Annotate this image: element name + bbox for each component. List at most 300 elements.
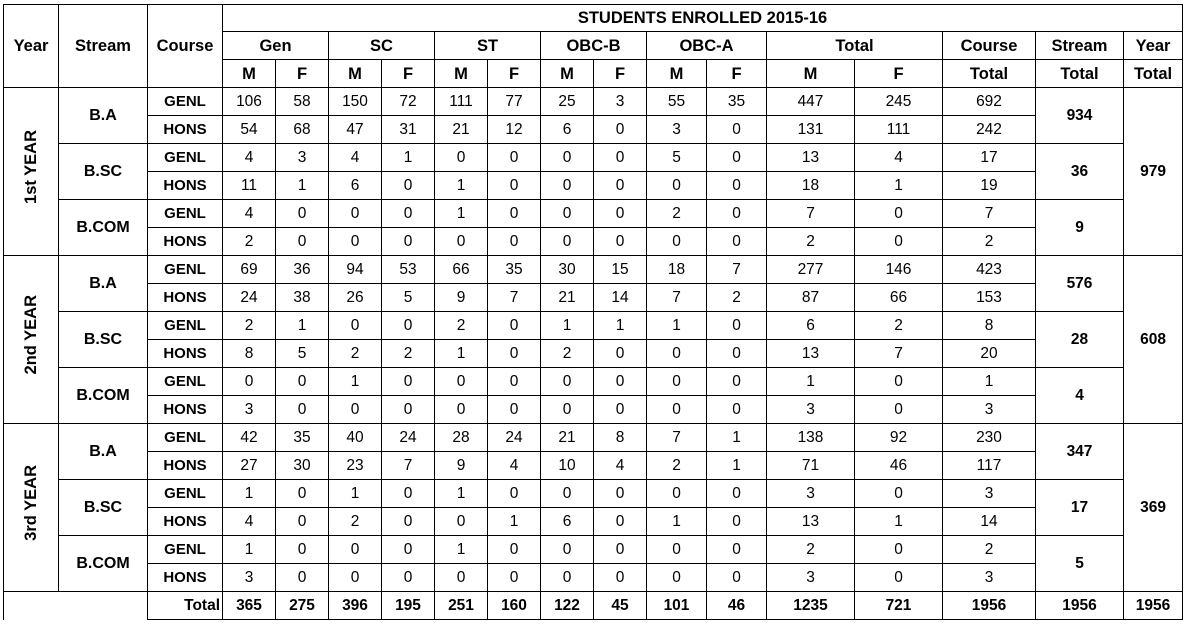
course-total-header-bottom: Total (943, 60, 1036, 88)
course-total-cell: 2 (943, 536, 1036, 564)
course-total-cell: 20 (943, 340, 1036, 368)
value-cell: 0 (329, 312, 382, 340)
value-cell: 68 (276, 116, 329, 144)
value-cell: 13 (767, 508, 855, 536)
value-cell: 13 (767, 340, 855, 368)
value-cell: 28 (435, 424, 488, 452)
value-cell: 2 (223, 312, 276, 340)
value-cell: 1 (707, 452, 767, 480)
course-name: HONS (148, 228, 223, 256)
course-name: GENL (148, 144, 223, 172)
table-row (4, 228, 1183, 256)
year-total-cell: 369 (1124, 424, 1183, 592)
stream-total-cell: 934 (1036, 88, 1124, 144)
value-cell: 0 (594, 396, 647, 424)
grand-total-value: 365 (223, 592, 276, 620)
year-label: 1st YEAR (22, 130, 40, 204)
stream-total-header-top: Stream (1036, 32, 1124, 60)
value-cell: 4 (223, 144, 276, 172)
value-cell: 92 (855, 424, 943, 452)
value-cell: 0 (435, 228, 488, 256)
value-cell: 138 (767, 424, 855, 452)
value-cell: 0 (855, 536, 943, 564)
course-total-cell: 3 (943, 396, 1036, 424)
year-total-header-bottom: Total (1124, 60, 1183, 88)
value-cell: 5 (276, 340, 329, 368)
value-cell: 4 (329, 144, 382, 172)
grand-total-value: 160 (488, 592, 541, 620)
value-cell: 277 (767, 256, 855, 284)
value-cell: 0 (647, 340, 707, 368)
value-cell: 30 (541, 256, 594, 284)
value-cell: 36 (276, 256, 329, 284)
value-cell: 150 (329, 88, 382, 116)
gender-header-f-1: F (382, 60, 435, 88)
value-cell: 5 (382, 284, 435, 312)
value-cell: 106 (223, 88, 276, 116)
course-name: HONS (148, 116, 223, 144)
value-cell: 0 (488, 228, 541, 256)
group-header-st: ST (435, 32, 541, 60)
value-cell: 8 (223, 340, 276, 368)
value-cell: 0 (647, 368, 707, 396)
value-cell: 0 (382, 172, 435, 200)
value-cell: 0 (594, 480, 647, 508)
value-cell: 6 (767, 312, 855, 340)
table-body (4, 88, 1183, 592)
value-cell: 1 (707, 424, 767, 452)
stream-total-cell: 4 (1036, 368, 1124, 424)
course-total-cell: 117 (943, 452, 1036, 480)
value-cell: 3 (223, 564, 276, 592)
value-cell: 47 (329, 116, 382, 144)
stream-name: B.A (59, 88, 148, 144)
value-cell: 111 (855, 116, 943, 144)
value-cell: 24 (488, 424, 541, 452)
value-cell: 40 (329, 424, 382, 452)
value-cell: 0 (488, 312, 541, 340)
value-cell: 0 (329, 396, 382, 424)
value-cell: 0 (707, 536, 767, 564)
grand-total-value: 45 (594, 592, 647, 620)
value-cell: 7 (647, 284, 707, 312)
course-total-cell: 3 (943, 480, 1036, 508)
value-cell: 1 (647, 312, 707, 340)
value-cell: 4 (488, 452, 541, 480)
value-cell: 0 (707, 396, 767, 424)
stream-total-cell: 36 (1036, 144, 1124, 200)
course-header: Course (148, 5, 223, 88)
value-cell: 0 (647, 480, 707, 508)
value-cell: 1 (541, 312, 594, 340)
value-cell: 54 (223, 116, 276, 144)
course-name: HONS (148, 172, 223, 200)
course-name: HONS (148, 396, 223, 424)
value-cell: 1 (435, 480, 488, 508)
table-row (4, 396, 1183, 424)
value-cell: 0 (276, 536, 329, 564)
course-name: GENL (148, 256, 223, 284)
value-cell: 0 (488, 564, 541, 592)
value-cell: 7 (488, 284, 541, 312)
value-cell: 0 (855, 564, 943, 592)
value-cell: 72 (382, 88, 435, 116)
value-cell: 9 (435, 284, 488, 312)
grand-course-total: 1956 (943, 592, 1036, 620)
value-cell: 18 (767, 172, 855, 200)
course-name: GENL (148, 312, 223, 340)
course-total-cell: 692 (943, 88, 1036, 116)
value-cell: 7 (647, 424, 707, 452)
value-cell: 0 (855, 368, 943, 396)
group-header-obc-b: OBC-B (541, 32, 647, 60)
value-cell: 0 (855, 200, 943, 228)
value-cell: 12 (488, 116, 541, 144)
table-row (4, 424, 1183, 452)
value-cell: 0 (594, 116, 647, 144)
grand-total-value: 101 (647, 592, 707, 620)
gender-header-f-3: F (594, 60, 647, 88)
value-cell: 2 (647, 200, 707, 228)
year-total-cell: 979 (1124, 88, 1183, 256)
table-title: STUDENTS ENROLLED 2015-16 (223, 5, 1183, 32)
value-cell: 0 (329, 564, 382, 592)
value-cell: 6 (329, 172, 382, 200)
value-cell: 3 (767, 480, 855, 508)
value-cell: 0 (276, 368, 329, 396)
value-cell: 0 (276, 508, 329, 536)
value-cell: 0 (541, 396, 594, 424)
value-cell: 0 (647, 228, 707, 256)
grand-total-value: 1235 (767, 592, 855, 620)
value-cell: 53 (382, 256, 435, 284)
stream-header: Stream (59, 5, 148, 88)
value-cell: 0 (382, 564, 435, 592)
value-cell: 0 (541, 144, 594, 172)
course-total-cell: 2 (943, 228, 1036, 256)
value-cell: 0 (541, 172, 594, 200)
course-total-header-top: Course (943, 32, 1036, 60)
value-cell: 87 (767, 284, 855, 312)
value-cell: 1 (276, 312, 329, 340)
value-cell: 1 (329, 368, 382, 396)
value-cell: 146 (855, 256, 943, 284)
course-total-cell: 8 (943, 312, 1036, 340)
value-cell: 0 (647, 536, 707, 564)
value-cell: 0 (435, 144, 488, 172)
grand-total-value: 46 (707, 592, 767, 620)
value-cell: 71 (767, 452, 855, 480)
course-total-cell: 230 (943, 424, 1036, 452)
value-cell: 7 (767, 200, 855, 228)
grand-total-value: 122 (541, 592, 594, 620)
value-cell: 3 (767, 396, 855, 424)
value-cell: 35 (707, 88, 767, 116)
value-cell: 0 (541, 200, 594, 228)
value-cell: 6 (541, 508, 594, 536)
course-total-cell: 1 (943, 368, 1036, 396)
value-cell: 3 (276, 144, 329, 172)
course-name: HONS (148, 564, 223, 592)
course-total-cell: 19 (943, 172, 1036, 200)
stream-total-header-bottom: Total (1036, 60, 1124, 88)
value-cell: 0 (707, 312, 767, 340)
value-cell: 31 (382, 116, 435, 144)
value-cell: 1 (223, 480, 276, 508)
stream-name: B.COM (59, 368, 148, 424)
value-cell: 0 (488, 368, 541, 396)
value-cell: 0 (276, 480, 329, 508)
value-cell: 1 (435, 200, 488, 228)
value-cell: 0 (594, 144, 647, 172)
course-total-cell: 3 (943, 564, 1036, 592)
enrollment-table-wrapper (3, 4, 1183, 620)
table-row (4, 116, 1183, 144)
value-cell: 11 (223, 172, 276, 200)
course-name: HONS (148, 508, 223, 536)
enrollment-table (3, 4, 1183, 620)
year-label-cell (4, 424, 59, 592)
value-cell: 21 (435, 116, 488, 144)
table-row (4, 312, 1183, 340)
value-cell: 1 (223, 536, 276, 564)
value-cell: 0 (276, 396, 329, 424)
value-cell: 14 (594, 284, 647, 312)
value-cell: 0 (382, 228, 435, 256)
course-total-cell: 14 (943, 508, 1036, 536)
table-row (4, 256, 1183, 284)
table-row (4, 172, 1183, 200)
value-cell: 1 (855, 172, 943, 200)
value-cell: 0 (541, 368, 594, 396)
gender-header-f-2: F (488, 60, 541, 88)
course-name: GENL (148, 536, 223, 564)
value-cell: 245 (855, 88, 943, 116)
value-cell: 2 (435, 312, 488, 340)
value-cell: 0 (594, 340, 647, 368)
group-header-total: Total (767, 32, 943, 60)
course-name: HONS (148, 452, 223, 480)
grand-total-value: 251 (435, 592, 488, 620)
value-cell: 0 (488, 340, 541, 368)
value-cell: 8 (594, 424, 647, 452)
gender-header-m-2: M (435, 60, 488, 88)
value-cell: 9 (435, 452, 488, 480)
grand-total-value: 275 (276, 592, 329, 620)
value-cell: 1 (647, 508, 707, 536)
gender-header-f-0: F (276, 60, 329, 88)
value-cell: 0 (707, 228, 767, 256)
value-cell: 7 (707, 256, 767, 284)
value-cell: 0 (594, 228, 647, 256)
value-cell: 111 (435, 88, 488, 116)
table-row (4, 340, 1183, 368)
value-cell: 0 (541, 480, 594, 508)
value-cell: 1 (594, 312, 647, 340)
value-cell: 6 (541, 116, 594, 144)
table-row (4, 452, 1183, 480)
gender-header-m-1: M (329, 60, 382, 88)
stream-name: B.A (59, 424, 148, 480)
value-cell: 0 (855, 396, 943, 424)
value-cell: 0 (594, 368, 647, 396)
value-cell: 7 (855, 340, 943, 368)
value-cell: 66 (435, 256, 488, 284)
year-total-header-top: Year (1124, 32, 1183, 60)
group-header-obc-a: OBC-A (647, 32, 767, 60)
value-cell: 0 (382, 480, 435, 508)
value-cell: 23 (329, 452, 382, 480)
value-cell: 3 (223, 396, 276, 424)
value-cell: 0 (707, 172, 767, 200)
course-name: GENL (148, 424, 223, 452)
course-total-cell: 153 (943, 284, 1036, 312)
value-cell: 10 (541, 452, 594, 480)
group-header-sc: SC (329, 32, 435, 60)
value-cell: 38 (276, 284, 329, 312)
value-cell: 0 (276, 228, 329, 256)
value-cell: 77 (488, 88, 541, 116)
value-cell: 0 (594, 508, 647, 536)
stream-total-cell: 576 (1036, 256, 1124, 312)
value-cell: 35 (276, 424, 329, 452)
value-cell: 0 (382, 536, 435, 564)
value-cell: 0 (382, 508, 435, 536)
value-cell: 21 (541, 424, 594, 452)
stream-total-cell: 17 (1036, 480, 1124, 536)
value-cell: 0 (488, 172, 541, 200)
value-cell: 0 (435, 508, 488, 536)
grand-year-total: 1956 (1124, 592, 1183, 620)
value-cell: 0 (541, 228, 594, 256)
value-cell: 66 (855, 284, 943, 312)
value-cell: 55 (647, 88, 707, 116)
value-cell: 2 (329, 340, 382, 368)
value-cell: 69 (223, 256, 276, 284)
value-cell: 0 (382, 312, 435, 340)
table-row (4, 200, 1183, 228)
table-row (4, 480, 1183, 508)
header-row-1 (4, 5, 1183, 32)
year-label-cell (4, 88, 59, 256)
value-cell: 0 (329, 200, 382, 228)
value-cell: 0 (707, 480, 767, 508)
value-cell: 3 (647, 116, 707, 144)
stream-name: B.SC (59, 312, 148, 368)
value-cell: 21 (541, 284, 594, 312)
value-cell: 0 (488, 480, 541, 508)
value-cell: 42 (223, 424, 276, 452)
value-cell: 0 (855, 480, 943, 508)
value-cell: 0 (707, 564, 767, 592)
value-cell: 0 (276, 564, 329, 592)
course-total-cell: 423 (943, 256, 1036, 284)
value-cell: 18 (647, 256, 707, 284)
stream-name: B.A (59, 256, 148, 312)
course-name: HONS (148, 284, 223, 312)
value-cell: 0 (541, 536, 594, 564)
value-cell: 131 (767, 116, 855, 144)
value-cell: 0 (488, 200, 541, 228)
value-cell: 46 (855, 452, 943, 480)
course-name: HONS (148, 340, 223, 368)
value-cell: 0 (276, 200, 329, 228)
value-cell: 0 (707, 508, 767, 536)
value-cell: 2 (329, 508, 382, 536)
gender-header-f-4: F (707, 60, 767, 88)
value-cell: 1 (488, 508, 541, 536)
value-cell: 2 (382, 340, 435, 368)
gender-header-m-5: M (767, 60, 855, 88)
gender-header-m-4: M (647, 60, 707, 88)
value-cell: 3 (767, 564, 855, 592)
value-cell: 1 (382, 144, 435, 172)
value-cell: 0 (707, 144, 767, 172)
value-cell: 24 (382, 424, 435, 452)
value-cell: 0 (488, 144, 541, 172)
value-cell: 15 (594, 256, 647, 284)
table-row (4, 88, 1183, 116)
value-cell: 1 (435, 172, 488, 200)
stream-total-cell: 5 (1036, 536, 1124, 592)
grand-total-label: Total (148, 592, 223, 620)
value-cell: 2 (767, 228, 855, 256)
grand-total-value: 396 (329, 592, 382, 620)
table-row (4, 368, 1183, 396)
value-cell: 4 (594, 452, 647, 480)
gender-header-f-5: F (855, 60, 943, 88)
grand-total-value: 721 (855, 592, 943, 620)
year-label: 3rd YEAR (22, 465, 40, 541)
grand-total-value: 195 (382, 592, 435, 620)
group-header-gen: Gen (223, 32, 329, 60)
value-cell: 26 (329, 284, 382, 312)
value-cell: 0 (707, 200, 767, 228)
value-cell: 0 (435, 368, 488, 396)
value-cell: 2 (707, 284, 767, 312)
stream-name: B.SC (59, 144, 148, 200)
value-cell: 1 (767, 368, 855, 396)
value-cell: 0 (594, 564, 647, 592)
value-cell: 2 (541, 340, 594, 368)
value-cell: 0 (382, 368, 435, 396)
value-cell: 0 (647, 564, 707, 592)
value-cell: 0 (594, 172, 647, 200)
stream-name: B.COM (59, 536, 148, 592)
table-row (4, 564, 1183, 592)
value-cell: 1 (276, 172, 329, 200)
stream-name: B.SC (59, 480, 148, 536)
value-cell: 0 (707, 340, 767, 368)
value-cell: 4 (855, 144, 943, 172)
table-row (4, 508, 1183, 536)
value-cell: 4 (223, 200, 276, 228)
gender-header-m-3: M (541, 60, 594, 88)
value-cell: 35 (488, 256, 541, 284)
value-cell: 0 (382, 396, 435, 424)
value-cell: 0 (223, 368, 276, 396)
value-cell: 25 (541, 88, 594, 116)
course-total-cell: 17 (943, 144, 1036, 172)
value-cell: 0 (435, 396, 488, 424)
year-total-cell: 608 (1124, 256, 1183, 424)
stream-total-cell: 9 (1036, 200, 1124, 256)
value-cell: 3 (594, 88, 647, 116)
value-cell: 2 (223, 228, 276, 256)
value-cell: 1 (435, 536, 488, 564)
grand-stream-total: 1956 (1036, 592, 1124, 620)
value-cell: 7 (382, 452, 435, 480)
